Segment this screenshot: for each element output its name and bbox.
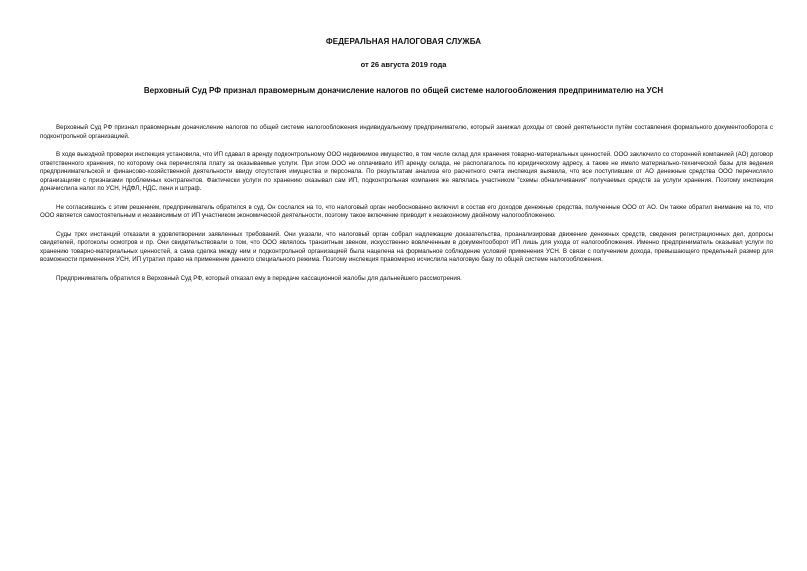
document-date: от 26 августа 2019 года — [360, 60, 447, 69]
organization-name: ФЕДЕРАЛЬНАЯ НАЛОГОВАЯ СЛУЖБА — [325, 37, 482, 46]
paragraph-3: Не согласившись с этим решением, предприниматель обратился в суд. Он сослался на то, что налоговый орган необоснованно включил в состав его доходов денежные средства, полученные ООО от АО. Он также обратил внимание на то, что ООО является самостоятельным и независимым от ИП участником экономической деятельности, поэтому такое включение приводит к незаконному двойному налогообложению. — [40, 203, 773, 219]
paragraph-4: Суды трех инстанций отказали в удовлетворении заявленных требований. Они указали, что налоговый орган собрал надлежащие доказательства, проанализировав движение денежных средств, сведения регистрационных дел, допросы свидетелей, протоколы осмотров и пр. Они свидетельствовали о том, что ООО являлось транзитным звеном, искусственно вовлеченным в документооборот ИП лишь для ухода от налогообложения. Именно предприниматель оказывал услуги по хранению товарно-материальных ценностей, а сама сделка между ним и подконтрольной организацией была нацелена на формальное соблюдение условий применения УСН. В связи с получением дохода, превышающего предельный размер для возможности применения УСН, ИП утратил право на применение данного специального режима. Поэтому инспекция правомерно исчислила налоговую базу по общей системе налогообложения. — [40, 230, 773, 263]
paragraph-2: В ходе выездной проверки инспекция установила, что ИП сдавал в аренду подконтрольному ООО недвижимое имущество, в том числе склад для хранения товарно-материальных ценностей. ООО заключило со сторонней компанией (АО) договор ответственного хранения, по которому она перечисляла плату за оказываемые услуги. При этом ООО не оплачивало ИП аренду склада, не располагалось по юридическому адресу, а также не имело материально-технической базы для ведения предпринимательской и финансово-хозяйственной деятельности ввиду отсутствия имущества и персонала. По результатам анализа его расчетного счета инспекция выявила, что все поступившие от АО денежные средства ООО перечисляло организациям с признаками проблемных контрагентов. Фактически услуги по хранению оказывал сам ИП, подконтрольная компания же являлась участником "схемы обналичивания" получаемых средств за услуги хранения. Поэтому инспекция доначислила налог по УСН, НДФЛ, НДС, пени и штраф. — [40, 151, 773, 192]
paragraph-1: Верховный Суд РФ признал правомерным доначисление налогов по общей системе налогообложения индивидуальному предпринимателю, который занижал доходы от своей деятельности путём составления формального документооборота с подконтрольной организацией. — [40, 124, 773, 140]
document-body — [40, 124, 773, 293]
paragraph-5: Предприниматель обратился в Верховный Суд РФ, который отказал ему в передаче кассационной жалобы для дальнейшего рассмотрения. — [56, 274, 462, 282]
document-title: Верховный Суд РФ признал правомерным доначисление налогов по общей системе налогообложения предпринимателю на УСН — [143, 86, 664, 95]
